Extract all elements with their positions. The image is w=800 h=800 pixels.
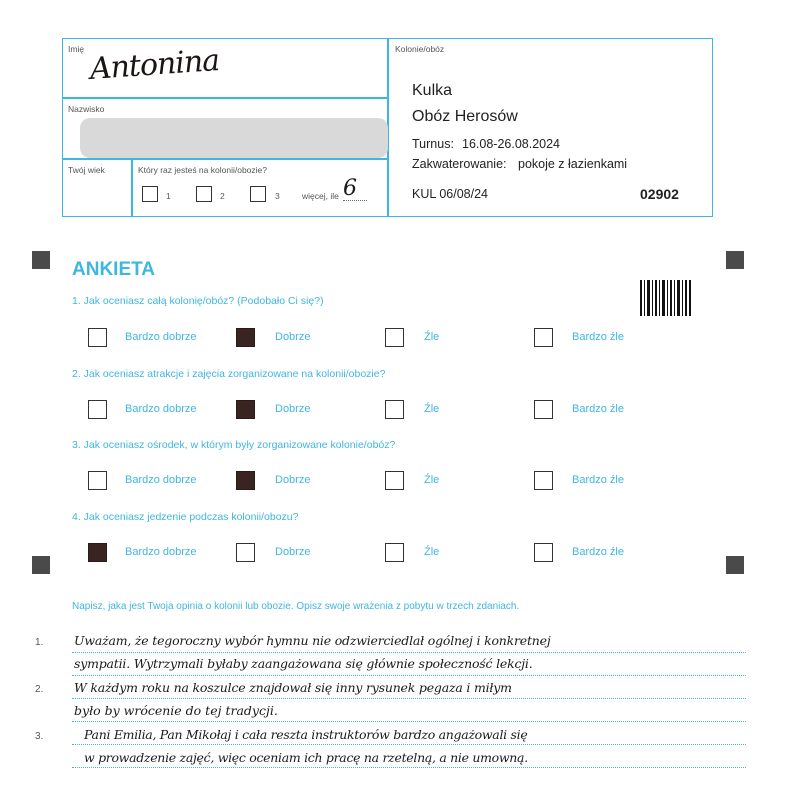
camp-name: Kulka xyxy=(412,82,453,99)
q4-bardzo-dobrze-checkbox[interactable] xyxy=(88,543,107,562)
divider-imie xyxy=(62,97,388,99)
writing-line-6 xyxy=(72,767,746,768)
imie-signature[interactable]: Antonina xyxy=(88,43,221,87)
opinion-handwriting-line-4[interactable]: było by wrócenie do tej tradycji. xyxy=(74,703,278,718)
visit-option-3-label: 3 xyxy=(275,191,280,201)
writing-line-5 xyxy=(72,744,746,745)
q4-bardzo-zle-checkbox[interactable] xyxy=(534,543,553,562)
alignment-marker-top-left xyxy=(32,251,50,269)
q3-dobrze-label: Dobrze xyxy=(275,474,311,486)
turnus-label: Turnus: xyxy=(412,137,454,151)
barcode xyxy=(640,280,692,316)
q3-zle-label: Źle xyxy=(424,474,440,486)
wiecej-value[interactable]: 6 xyxy=(343,176,357,201)
wiecej-label: więcej, ile xyxy=(302,191,339,201)
q4-dobrze-label: Dobrze xyxy=(275,546,311,558)
q4-bardzo-dobrze-label: Bardzo dobrze xyxy=(125,546,197,558)
q4-zle-label: Źle xyxy=(424,546,440,558)
visit-option-1-checkbox[interactable] xyxy=(142,186,158,202)
writing-line-1 xyxy=(72,652,746,653)
redacted-surname xyxy=(80,118,388,158)
alignment-marker-bottom-right xyxy=(726,556,744,574)
q1-dobrze-checkbox[interactable] xyxy=(236,328,255,347)
q3-bardzo-dobrze-checkbox[interactable] xyxy=(88,471,107,490)
turnus-value: 16.08-26.08.2024 xyxy=(462,137,561,151)
nazwisko-label: Nazwisko xyxy=(68,104,105,114)
opinion-prompt: Napisz, jaka jest Twoja opinia o kolonii lub obozie. Opisz swoje wrażenia z pobytu w trzech zdaniach. xyxy=(72,601,520,612)
ktory-raz-label: Który raz jesteś na kolonii/obozie? xyxy=(138,165,267,175)
q1-zle-checkbox[interactable] xyxy=(385,328,404,347)
q1-bardzo-dobrze-checkbox[interactable] xyxy=(88,328,107,347)
q3-zle-checkbox[interactable] xyxy=(385,471,404,490)
divider-nazwisko xyxy=(62,158,388,160)
question-1-text: 1. Jak oceniasz całą kolonię/obóz? (Podobało Ci się?) xyxy=(72,295,324,307)
visit-option-2-checkbox[interactable] xyxy=(196,186,212,202)
q4-dobrze-checkbox[interactable] xyxy=(236,543,255,562)
visit-option-2-label: 2 xyxy=(220,191,225,201)
opinion-number-3: 3. xyxy=(35,731,44,742)
imie-label: Imię xyxy=(68,44,85,54)
q4-bardzo-zle-label: Bardzo źle xyxy=(572,546,624,558)
opinion-handwriting-line-5[interactable]: Pani Emilia, Pan Mikołaj i cała reszta instruktorów bardzo angażowali się xyxy=(84,727,528,742)
opinion-handwriting-line-3[interactable]: W każdym roku na koszulce znajdował się inny rysunek pegaza i miłym xyxy=(74,680,512,695)
q2-dobrze-label: Dobrze xyxy=(275,403,311,415)
q1-bardzo-zle-label: Bardzo źle xyxy=(572,331,624,343)
camp-code: KUL 06/08/24 xyxy=(412,187,488,201)
kolonie-label: Kolonie/obóz xyxy=(395,44,445,54)
opinion-handwriting-line-1[interactable]: Uważam, że tegoroczny wybór hymnu nie odzwierciedlał ogólnej i konkretnej xyxy=(74,633,551,648)
survey-title: ANKIETA xyxy=(72,259,156,280)
q2-bardzo-zle-label: Bardzo źle xyxy=(572,403,624,415)
opinion-handwriting-line-2[interactable]: sympatii. Wytrzymali byłaby zaangażowana się głównie społeczność lekcji. xyxy=(74,656,533,671)
writing-line-3 xyxy=(72,698,746,699)
zakwaterowanie-label: Zakwaterowanie: xyxy=(412,157,507,171)
opinion-number-2: 2. xyxy=(35,684,44,695)
q2-zle-checkbox[interactable] xyxy=(385,400,404,419)
q2-dobrze-checkbox[interactable] xyxy=(236,400,255,419)
q1-bardzo-zle-checkbox[interactable] xyxy=(534,328,553,347)
writing-line-2 xyxy=(72,675,746,676)
divider-wiek xyxy=(131,158,133,217)
writing-line-4 xyxy=(72,721,746,722)
visit-option-3-checkbox[interactable] xyxy=(250,186,266,202)
alignment-marker-top-right xyxy=(726,251,744,269)
q1-dobrze-label: Dobrze xyxy=(275,331,311,343)
camp-title: Obóz Herosów xyxy=(412,108,518,125)
question-3-text: 3. Jak oceniasz ośrodek, w którym były zorganizowane kolonie/obóz? xyxy=(72,439,396,451)
visit-option-1-label: 1 xyxy=(166,191,171,201)
question-2-text: 2. Jak oceniasz atrakcje i zajęcia zorganizowane na kolonii/obozie? xyxy=(72,368,386,380)
q2-bardzo-dobrze-label: Bardzo dobrze xyxy=(125,403,197,415)
q3-bardzo-zle-label: Bardzo źle xyxy=(572,474,624,486)
q2-bardzo-zle-checkbox[interactable] xyxy=(534,400,553,419)
opinion-number-1: 1. xyxy=(35,637,44,648)
q1-bardzo-dobrze-label: Bardzo dobrze xyxy=(125,331,197,343)
form-number: 02902 xyxy=(640,186,679,202)
zakwaterowanie-value: pokoje z łazienkami xyxy=(518,157,628,171)
q2-bardzo-dobrze-checkbox[interactable] xyxy=(88,400,107,419)
q3-dobrze-checkbox[interactable] xyxy=(236,471,255,490)
question-4-text: 4. Jak oceniasz jedzenie podczas kolonii/obozu? xyxy=(72,511,299,523)
q3-bardzo-zle-checkbox[interactable] xyxy=(534,471,553,490)
q4-zle-checkbox[interactable] xyxy=(385,543,404,562)
q3-bardzo-dobrze-label: Bardzo dobrze xyxy=(125,474,197,486)
q1-zle-label: Źle xyxy=(424,331,440,343)
wiek-label: Twój wiek xyxy=(68,165,105,175)
opinion-handwriting-line-6[interactable]: w prowadzenie zajęć, więc oceniam ich pracę na rzetelną, a nie umowną. xyxy=(84,750,528,765)
alignment-marker-bottom-left xyxy=(32,556,50,574)
q2-zle-label: Źle xyxy=(424,403,440,415)
